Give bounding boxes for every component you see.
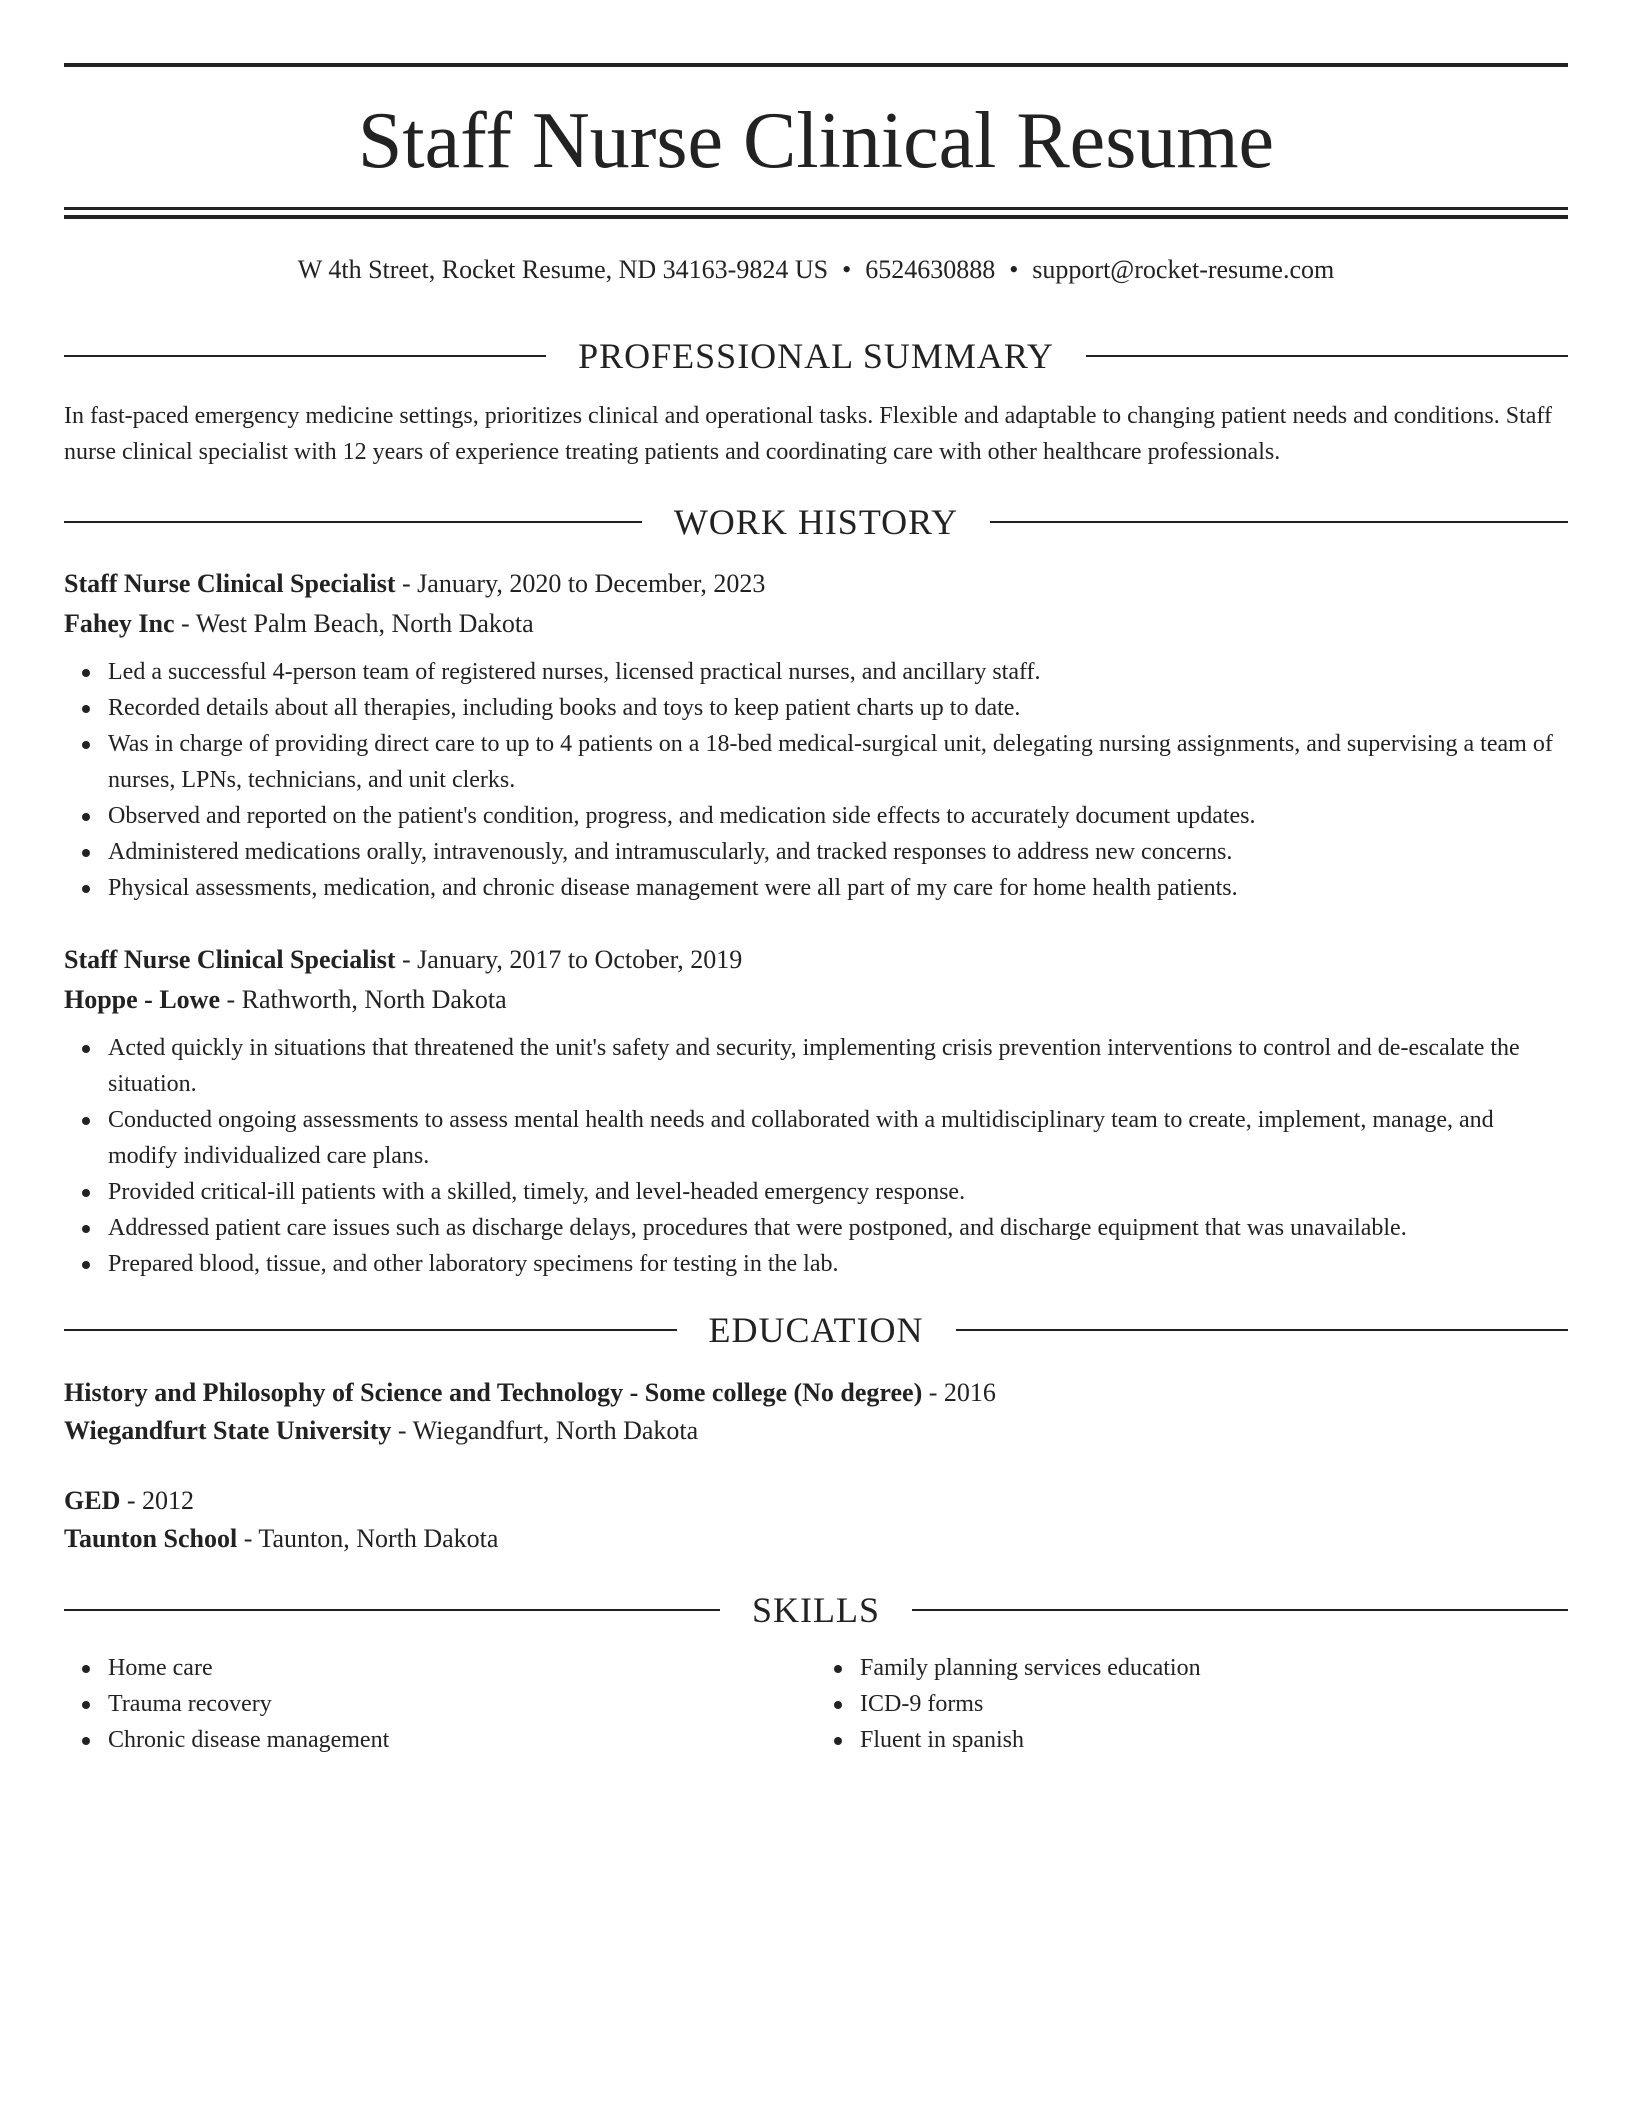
list-item: Addressed patient care issues such as discharge delays, procedures that were postponed, and discharge equipment that was unavailable. bbox=[108, 1210, 1568, 1246]
job-title: Staff Nurse Clinical Specialist bbox=[64, 945, 396, 974]
education-entry-2 bbox=[64, 1482, 1568, 1558]
heading-line-right bbox=[956, 1329, 1569, 1331]
list-item: Administered medications orally, intravenously, and intramuscularly, and tracked responses to address new concerns. bbox=[108, 834, 1568, 870]
list-item: Conducted ongoing assessments to assess mental health needs and collaborated with a multidisciplinary team to create, implement, manage, and modify individualized care plans. bbox=[108, 1102, 1568, 1174]
skills-grid bbox=[64, 1650, 1568, 1758]
job-bullets bbox=[64, 654, 1568, 906]
skills-block bbox=[64, 1650, 1568, 1758]
heading-line-left bbox=[64, 521, 642, 523]
top-rule bbox=[64, 63, 1568, 67]
job-entry-2 bbox=[64, 940, 1568, 1282]
list-item: Chronic disease management bbox=[108, 1722, 816, 1758]
education-degree: History and Philosophy of Science and Technology - Some college (No degree) bbox=[64, 1378, 923, 1407]
list-item: Prepared blood, tissue, and other laboratory specimens for testing in the lab. bbox=[108, 1246, 1568, 1282]
contact-line bbox=[64, 252, 1568, 288]
list-item: Fluent in spanish bbox=[860, 1722, 1568, 1758]
contact-separator: • bbox=[1009, 255, 1019, 284]
education-school-line bbox=[64, 1520, 1568, 1558]
job-entry-1 bbox=[64, 564, 1568, 906]
summary-block bbox=[64, 398, 1568, 470]
education-entry-1 bbox=[64, 1374, 1568, 1450]
heading-line-right bbox=[1086, 355, 1568, 357]
skills-list-left bbox=[64, 1650, 816, 1758]
contact-separator: • bbox=[842, 255, 852, 284]
education-year: - 2012 bbox=[120, 1486, 195, 1515]
section-title-education: EDUCATION bbox=[708, 1310, 924, 1350]
job-location: - Rathworth, North Dakota bbox=[220, 985, 507, 1014]
section-title-work: WORK HISTORY bbox=[673, 502, 959, 542]
skills-column-right bbox=[816, 1650, 1568, 1758]
list-item: Acted quickly in situations that threatened the unit's safety and security, implementing crisis prevention interventions to control and de-escalate the situation. bbox=[108, 1030, 1568, 1102]
title-rule-upper bbox=[64, 207, 1568, 210]
resume-title: Staff Nurse Clinical Resume bbox=[357, 97, 1275, 185]
section-title-skills: SKILLS bbox=[752, 1590, 881, 1630]
section-heading-summary bbox=[64, 334, 1568, 378]
section-heading-work bbox=[64, 500, 1568, 544]
heading-line-left bbox=[64, 355, 546, 357]
list-item: Was in charge of providing direct care to up to 4 patients on a 18-bed medical-surgical unit, delegating nursing assignments, and supervising a team of nurses, LPNs, technicians, and unit clerks. bbox=[108, 726, 1568, 798]
contact-address: W 4th Street, Rocket Resume, ND 34163-9824 US bbox=[297, 255, 829, 284]
heading-line-right bbox=[912, 1609, 1568, 1611]
education-degree-line bbox=[64, 1482, 1568, 1520]
job-company-line bbox=[64, 604, 1568, 644]
job-location: - West Palm Beach, North Dakota bbox=[174, 609, 534, 638]
job-company: Fahey Inc bbox=[64, 609, 175, 638]
education-school: Taunton School bbox=[64, 1524, 238, 1553]
job-title-line bbox=[64, 940, 1568, 980]
section-heading-education bbox=[64, 1308, 1568, 1352]
contact-phone: 6524630888 bbox=[865, 255, 996, 284]
title-rule-lower bbox=[64, 215, 1568, 219]
heading-line-left bbox=[64, 1609, 720, 1611]
education-degree: GED bbox=[64, 1486, 121, 1515]
job-dates: - January, 2017 to October, 2019 bbox=[395, 945, 743, 974]
list-item: ICD-9 forms bbox=[860, 1686, 1568, 1722]
list-item: Trauma recovery bbox=[108, 1686, 816, 1722]
education-location: - Wiegandfurt, North Dakota bbox=[391, 1416, 699, 1445]
heading-line-right bbox=[990, 521, 1568, 523]
education-school-line bbox=[64, 1412, 1568, 1450]
education-year: - 2016 bbox=[922, 1378, 996, 1407]
education-school: Wiegandfurt State University bbox=[64, 1416, 392, 1445]
summary-text: In fast-paced emergency medicine settings, prioritizes clinical and operational tasks. Flexible and adaptable to changing patient needs and conditions. Staff nurse clinical specialist with 12 years of experience treating patients and coordinating care with other healthcare professionals. bbox=[64, 403, 1552, 465]
list-item: Observed and reported on the patient's condition, progress, and medication side effects to accurately document updates. bbox=[108, 798, 1568, 834]
list-item: Provided critical-ill patients with a skilled, timely, and level-headed emergency response. bbox=[108, 1174, 1568, 1210]
list-item: Recorded details about all therapies, including books and toys to keep patient charts up to date. bbox=[108, 690, 1568, 726]
list-item: Home care bbox=[108, 1650, 816, 1686]
job-company: Hoppe - Lowe bbox=[64, 985, 220, 1014]
section-title-summary: PROFESSIONAL SUMMARY bbox=[578, 336, 1054, 376]
skills-column-left bbox=[64, 1650, 816, 1758]
job-dates: - January, 2020 to December, 2023 bbox=[395, 569, 766, 598]
job-title-line bbox=[64, 564, 1568, 604]
contact-email: support@rocket-resume.com bbox=[1032, 255, 1335, 284]
section-heading-skills bbox=[64, 1588, 1568, 1632]
skills-list-right bbox=[816, 1650, 1568, 1758]
education-degree-line bbox=[64, 1374, 1568, 1412]
job-bullets bbox=[64, 1030, 1568, 1282]
list-item: Physical assessments, medication, and chronic disease management were all part of my care for home health patients. bbox=[108, 870, 1568, 906]
list-item: Led a successful 4-person team of registered nurses, licensed practical nurses, and ancillary staff. bbox=[108, 654, 1568, 690]
list-item: Family planning services education bbox=[860, 1650, 1568, 1686]
heading-line-left bbox=[64, 1329, 677, 1331]
education-location: - Taunton, North Dakota bbox=[237, 1524, 499, 1553]
job-company-line bbox=[64, 980, 1568, 1020]
job-title: Staff Nurse Clinical Specialist bbox=[64, 569, 396, 598]
